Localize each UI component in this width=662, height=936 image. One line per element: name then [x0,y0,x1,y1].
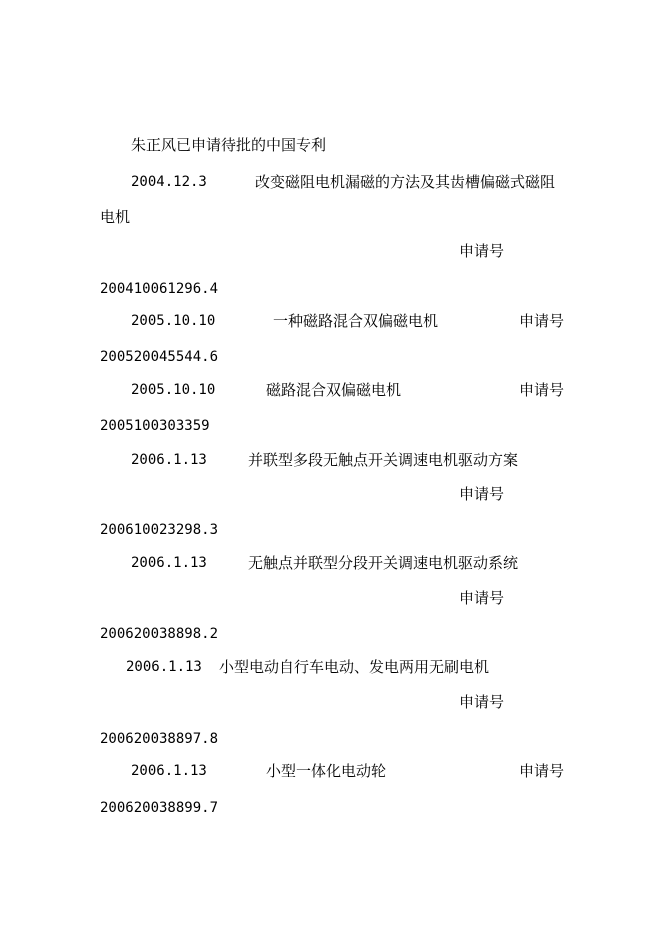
entry-5-label: 申请号 [459,589,505,607]
entry-3-label: 申请号 [519,381,565,399]
entry-5-number: 200620038898.2 [100,626,219,642]
entry-7-number: 200620038899.7 [100,800,219,816]
entry-7-date: 2006.1.13 [131,763,207,779]
entry-7-label: 申请号 [519,762,565,780]
entry-6-title: 小型电动自行车电动、发电两用无刷电机 [219,658,490,676]
entry-5-date: 2006.1.13 [131,555,207,571]
entry-3-date: 2005.10.10 [131,382,216,398]
entry-2-number: 200520045544.6 [100,349,219,365]
entry-3-number: 2005100303359 [100,418,210,434]
entry-4-date: 2006.1.13 [131,452,207,468]
entry-1-title-line2: 电机 [100,208,131,226]
entry-6-number: 200620038897.8 [100,731,219,747]
entry-4-label: 申请号 [459,485,505,503]
entry-2-date: 2005.10.10 [131,313,216,329]
entry-3-title: 磁路混合双偏磁电机 [266,381,402,399]
entry-1-number: 200410061296.4 [100,281,219,297]
entry-4-title: 并联型多段无触点开关调速电机驱动方案 [248,451,519,469]
entry-5-title: 无触点并联型分段开关调速电机驱动系统 [248,554,519,572]
entry-4-number: 200610023298.3 [100,522,219,538]
entry-2-label: 申请号 [519,312,565,330]
entry-2-title: 一种磁路混合双偏磁电机 [273,312,439,330]
page-heading: 朱正风已申请待批的中国专利 [131,136,327,154]
entry-6-date: 2006.1.13 [126,659,202,675]
entry-7-title: 小型一体化电动轮 [266,762,387,780]
entry-1-label: 申请号 [459,242,505,260]
entry-6-label: 申请号 [459,693,505,711]
entry-1-date: 2004.12.3 [131,174,207,190]
entry-1-title-line1: 改变磁阻电机漏磁的方法及其齿槽偏磁式磁阻 [255,173,556,191]
